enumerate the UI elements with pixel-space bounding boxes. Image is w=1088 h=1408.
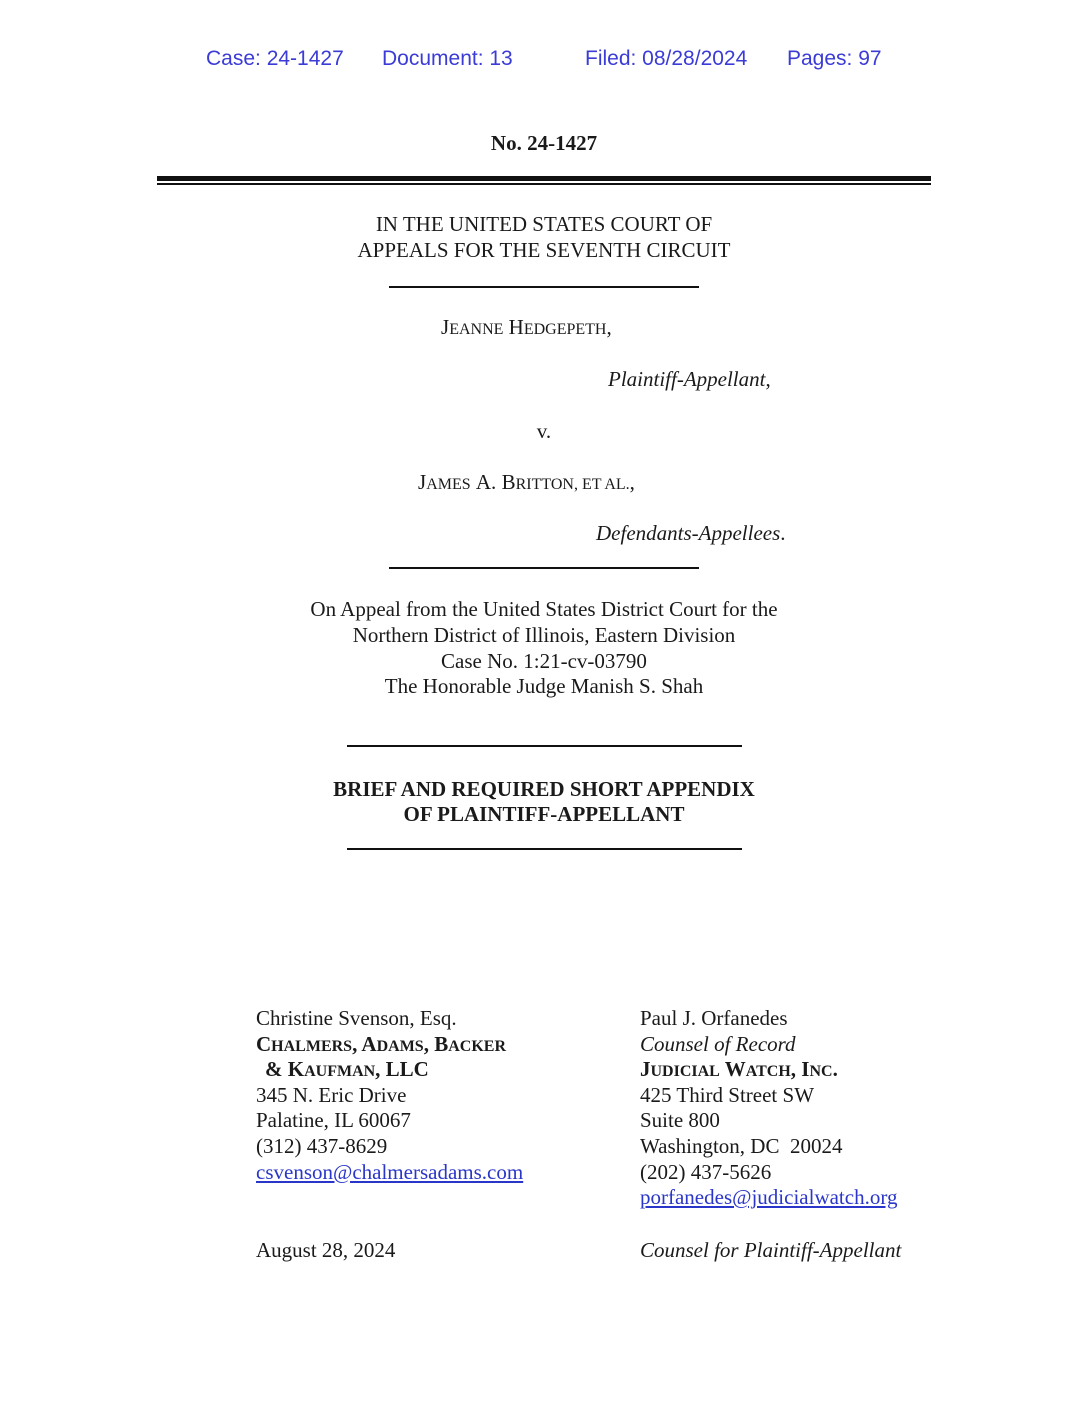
- left-counsel-firm-2: & KAUFMAN, LLC: [265, 1057, 429, 1082]
- left-counsel-address-1: 345 N. Eric Drive: [256, 1082, 407, 1107]
- thin-rule-top: [157, 183, 931, 185]
- right-counsel-address-1: 425 Third Street SW: [640, 1082, 815, 1107]
- defendant-role: Defendants-Appellees.: [596, 521, 786, 545]
- left-counsel-block: [256, 1006, 523, 1185]
- right-counsel-name: Paul J. Orfanedes: [640, 1006, 788, 1030]
- left-counsel-name: Christine Svenson, Esq.: [256, 1006, 457, 1030]
- left-counsel-address-2: Palatine, IL 60067: [256, 1108, 411, 1133]
- thick-rule-top: [157, 176, 931, 181]
- divider-3: [347, 745, 742, 747]
- header-pages: Pages: 97: [787, 47, 882, 70]
- right-counsel-block: [640, 1006, 897, 1211]
- appeal-line-3: Case No. 1:21-cv-03790: [441, 649, 647, 673]
- versus: v.: [536, 419, 552, 443]
- divider-2: [389, 567, 699, 569]
- divider-1: [389, 286, 699, 288]
- right-counsel-phone: (202) 437-5626: [640, 1159, 772, 1184]
- brief-title-line-1: BRIEF AND REQUIRED SHORT APPENDIX: [333, 777, 755, 801]
- left-counsel-firm-1: CHALMERS, ADAMS, BACKER: [256, 1031, 506, 1056]
- right-counsel-address-2: Suite 800: [640, 1108, 720, 1133]
- appeal-line-1: On Appeal from the United States District Court for the: [310, 597, 778, 621]
- counsel-for: Counsel for Plaintiff-Appellant: [640, 1238, 902, 1262]
- header-document: Document: 13: [382, 47, 513, 70]
- brief-title-line-2: OF PLAINTIFF-APPELLANT: [403, 802, 685, 826]
- left-counsel-phone: (312) 437-8629: [256, 1133, 388, 1158]
- defendant-name: JAMES A. BRITTON, ET AL.,: [418, 470, 635, 494]
- divider-4: [347, 848, 742, 850]
- header-case: Case: 24-1427: [206, 47, 344, 70]
- right-counsel-email-link[interactable]: porfanedes@judicialwatch.org: [640, 1185, 898, 1210]
- header-filed: Filed: 08/28/2024: [585, 47, 748, 70]
- court-line-2: APPEALS FOR THE SEVENTH CIRCUIT: [357, 238, 731, 262]
- plaintiff-name: JEANNE HEDGEPETH,: [441, 315, 612, 339]
- docket-number: No. 24-1427: [490, 131, 598, 155]
- right-counsel-role: Counsel of Record: [640, 1031, 796, 1056]
- right-counsel-address-3: Washington, DC 20024: [640, 1133, 843, 1158]
- appeal-line-2: Northern District of Illinois, Eastern Division: [352, 623, 736, 647]
- court-line-1: IN THE UNITED STATES COURT OF: [375, 212, 713, 236]
- right-counsel-firm: JUDICIAL WATCH, INC.: [640, 1057, 838, 1082]
- appeal-line-4: The Honorable Judge Manish S. Shah: [384, 674, 704, 698]
- plaintiff-role: Plaintiff-Appellant,: [608, 367, 771, 391]
- left-counsel-email-link[interactable]: csvenson@chalmersadams.com: [256, 1159, 524, 1184]
- filing-date: August 28, 2024: [256, 1238, 396, 1262]
